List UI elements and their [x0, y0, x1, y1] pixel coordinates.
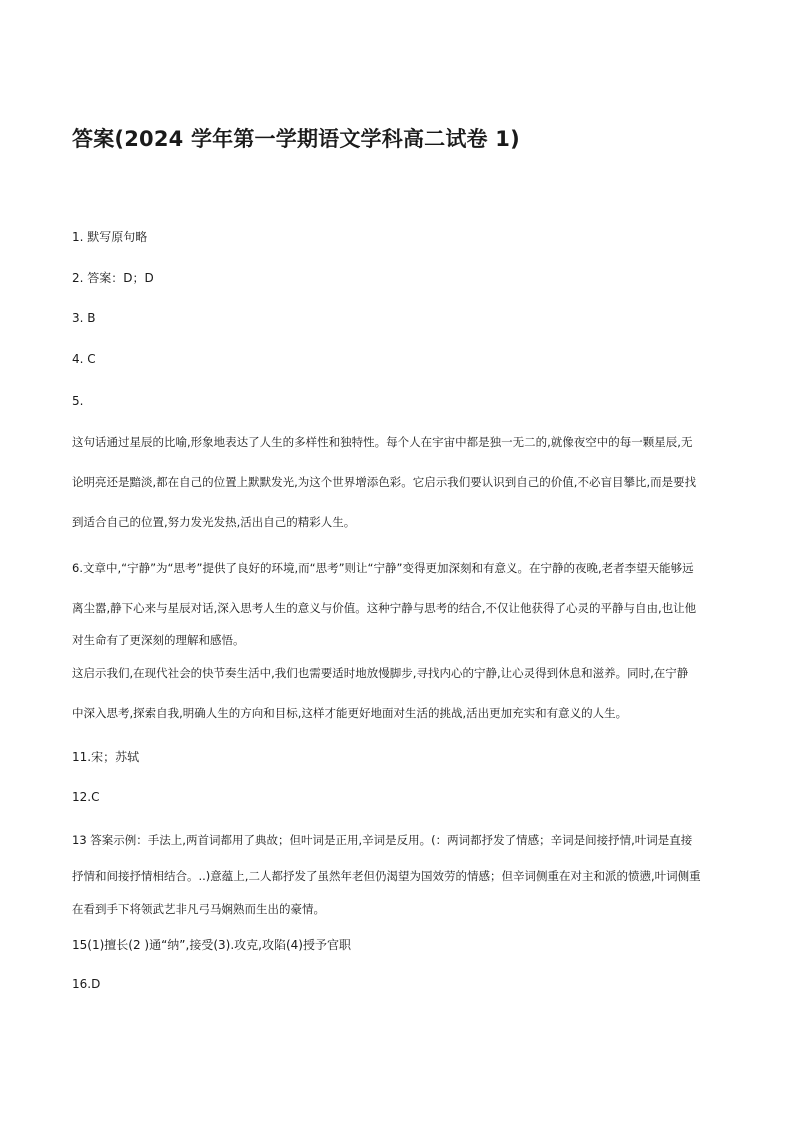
answer-2: 2. 答案：D；D: [72, 271, 154, 285]
answer-6-paragraph: [72, 548, 722, 652]
answer-12: 12.C: [72, 790, 100, 804]
paragraph-line: 离尘嚣,静下心来与星辰对话,深入思考人生的意义与价值。这种宁静与思考的结合,不仅让他获得了心灵的平静与自由,也让他: [72, 601, 697, 615]
paragraph-line: 论明亮还是黯淡,都在自己的位置上默默发光,为这个世界增添色彩。它启示我们要认识到自己的价值,不必盲目攀比,而是要找: [72, 475, 697, 489]
answer-11: 11.宋；苏轼: [72, 750, 140, 764]
paragraph-line: 这启示我们,在现代社会的快节奏生活中,我们也需要适时地放慢脚步,寻找内心的宁静,让心灵得到休息和滋养。同时,在宁静: [72, 666, 689, 680]
answer-3: 3. B: [72, 311, 96, 325]
answer-5-label: 5.: [72, 394, 84, 408]
paragraph-line: 对生命有了更深刻的理解和感悟。: [72, 633, 245, 647]
answer-16: 16.D: [72, 977, 101, 991]
paragraph-line: 在看到手下将领武艺非凡弓马娴熟而生出的豪情。: [72, 902, 325, 916]
answer-13-paragraph: [72, 820, 722, 926]
paragraph-line: 13 答案示例：手法上,两首词都用了典故；但叶词是正用,辛词是反用。(：两词都抒发了情感；辛词是间接抒情,叶词是直接: [72, 833, 693, 847]
paragraph-line: 中深入思考,探索自我,明确人生的方向和目标,这样才能更好地面对生活的挑战,活出更加充实和有意义的人生。: [72, 706, 628, 720]
answer-5-paragraph: [72, 422, 722, 542]
paragraph-line: 6.文章中,“宁静”为“思考”提供了良好的环境,而“思考”则让“宁静”变得更加深刻和有意义。在宁静的夜晚,老者李望天能够远: [72, 561, 694, 575]
answer-4: 4. C: [72, 352, 96, 366]
paragraph-line: 抒情和间接抒情相结合。..)意蕴上,二人都抒发了虽然年老但仍渴望为国效劳的情感；但辛词侧重在对主和派的愤懑,叶词侧重: [72, 869, 701, 883]
answer-6-paragraph-2: [72, 653, 722, 733]
page-title: 答案(2024 学年第一学期语文学科高二试卷 1): [72, 127, 520, 151]
paragraph-line: 到适合自己的位置,努力发光发热,活出自己的精彩人生。: [72, 515, 356, 529]
paragraph-line: 这句话通过星辰的比喻,形象地表达了人生的多样性和独特性。每个人在宇宙中都是独一无二的,就像夜空中的每一颗星辰,无: [72, 435, 693, 449]
answer-1: 1. 默写原句略: [72, 230, 148, 244]
answer-15: 15(1)擅长(2 )通“纳”,接受(3).攻克,攻陷(4)授予官职: [72, 938, 351, 952]
